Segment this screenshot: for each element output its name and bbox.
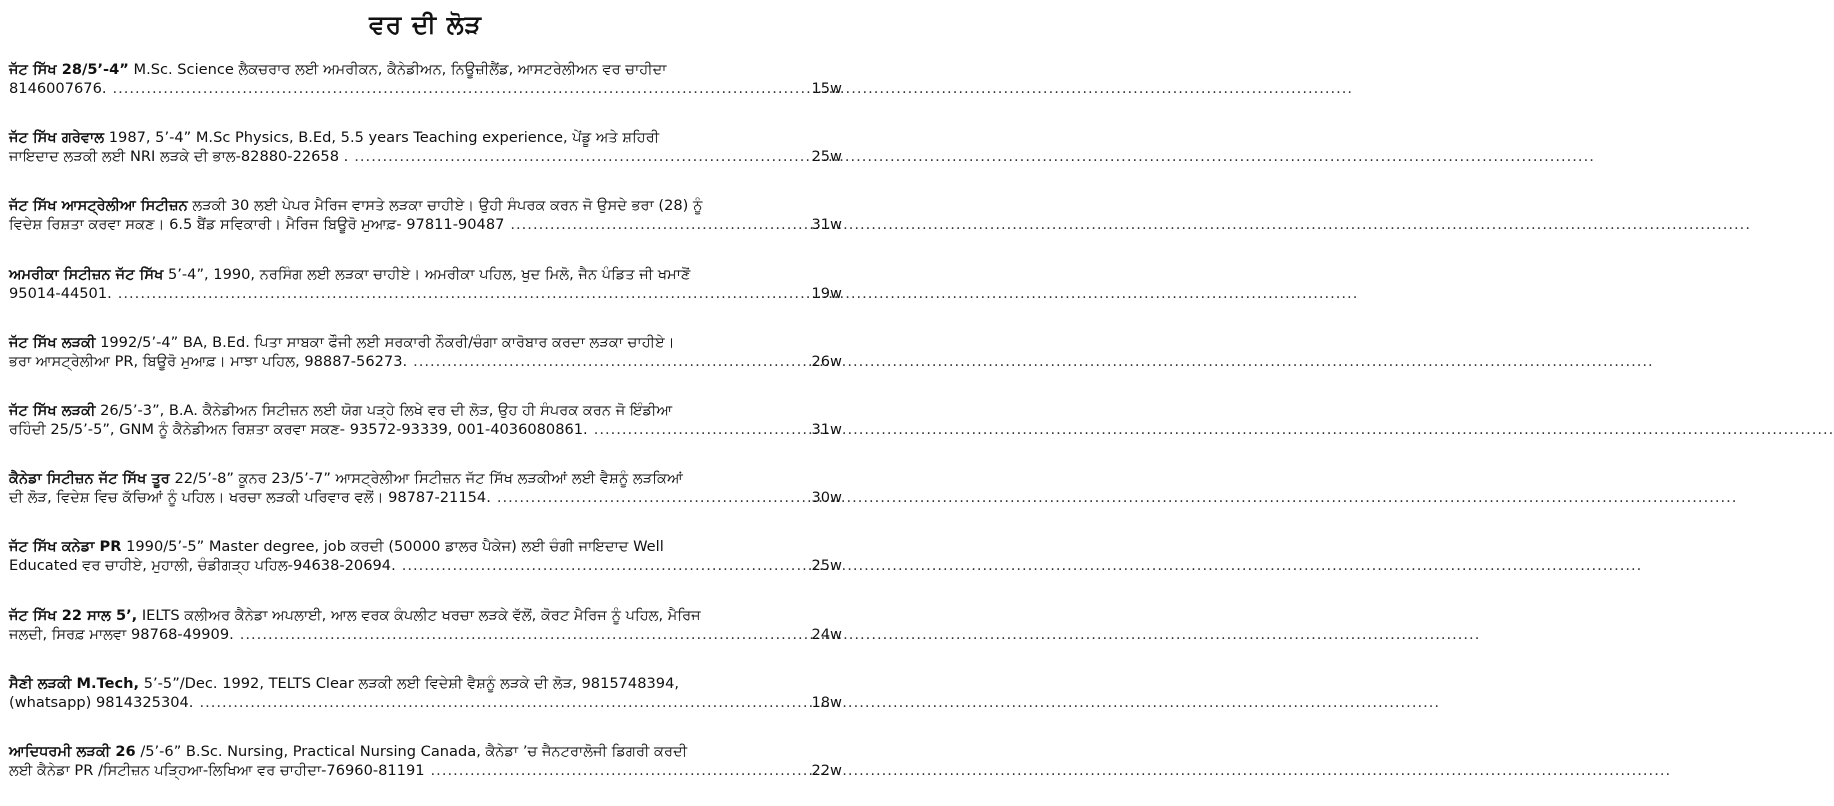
ad-text: IELTS ਕਲੀਅਰ ਕੈਨੇਡਾ ਅਪਲਾਈ, ਆਲ ਵਰਕ ਕੰਪਲੀਟ ਖਰਚਾ ਲੜਕੇ ਵੱਲੋਂ, ਕੋਰਟ ਮੈਰਿਜ ਨੂੰ ਪਹਿਲ, ਮੈਰਿਜ — [137, 606, 701, 624]
classified-ad — [9, 596, 842, 664]
ad-heading: ਕੈਨੇਡਾ ਸਿਟੀਜ਼ਨ ਜੱਟ ਸਿੱਖ ਤੂਰ — [9, 470, 170, 488]
leader-dots — [491, 488, 811, 507]
classifieds-page — [0, 0, 850, 806]
ad-code: 31w — [811, 216, 842, 234]
leader-dots — [234, 625, 811, 644]
classified-ad — [9, 255, 842, 323]
ad-code: 25w — [811, 557, 842, 575]
ad-text: 5’-4”, 1990, ਨਰਸਿੰਗ ਲਈ ਲੜਕਾ ਚਾਹੀਏ। ਅਮਰੀਕਾ ਪਹਿਲ, ਖੁਦ ਮਿਲੋ, ਜੈਨ ਪੰਡਿਤ ਜੀ ਖਮਾਣੋਂ — [163, 265, 691, 283]
ad-code: 31w — [811, 420, 842, 438]
ad-contact-text: (whatsapp) 9814325304. — [9, 693, 194, 711]
ad-contact-text: ਵਿਦੇਸ਼ ਰਿਸ਼ਤਾ ਕਰਵਾ ਸਕਣ। 6.5 ਬੈਂਡ ਸਵਿਕਾਰੀ। ਮੈਰਿਜ ਬਿਊਰੋ ਮੁਆਫ਼- 97811-90487 — [9, 216, 505, 234]
ad-code: 24w — [811, 625, 842, 643]
ad-contact-text: ਲਈ ਕੈਨੇਡਾ PR /ਸਿਟੀਜ਼ਨ ਪੜ੍ਹਿਆ-ਲਿਖਿਆ ਵਰ ਚਾਹੀਦਾ-76960-81191 — [9, 761, 425, 779]
classified-ad — [9, 50, 842, 118]
leader-dots — [112, 284, 811, 303]
ad-second-line — [9, 761, 842, 780]
ad-code: 26w — [811, 352, 842, 370]
ad-first-line — [9, 401, 842, 420]
ad-text: 5’-5”/Dec. 1992, TELTS Clear ਲੜਕੀ ਲਈ ਵਿਦੇਸ਼ੀ ਵੈਸ਼ਨੂੰ ਲੜਕੇ ਦੀ ਲੋੜ, 9815748394, — [139, 674, 679, 692]
ad-contact-text: Educated ਵਰ ਚਾਹੀਏ, ਮੁਹਾਲੀ, ਚੰਡੀਗੜ੍ਹ ਪਹਿਲ-94638-20694. — [9, 557, 396, 575]
ad-text: 1987, 5’-4” M.Sc Physics, B.Ed, 5.5 years Teaching experience, ਪੇਂਡੂ ਅਤੇ ਸ਼ਹਿਰੀ — [104, 129, 660, 147]
ad-first-line — [9, 128, 842, 147]
ad-code: 19w — [811, 284, 842, 302]
ad-text: /5’-6” B.Sc. Nursing, Practical Nursing Canada, ਕੈਨੇਡਾ ’ਚ ਜੈਨਟਰਾਲੋਜੀ ਡਿਗਰੀ ਕਰਦੀ — [135, 742, 688, 760]
ad-first-line — [9, 60, 842, 79]
ad-text: 1990/5’-5” Master degree, job ਕਰਦੀ (50000 ਡਾਲਰ ਪੈਕੇਜ) ਲਈ ਚੰਗੀ ਜਾਇਦਾਦ Well — [121, 538, 664, 556]
classified-ad — [9, 118, 842, 186]
leader-dots — [504, 215, 810, 234]
leader-dots — [348, 147, 810, 166]
ad-code: 25w — [811, 148, 842, 166]
ad-heading: ਆਦਿਧਰਮੀ ਲੜਕੀ 26 — [9, 742, 136, 760]
ad-text: ਲੜਕੀ 30 ਲਈ ਪੇਪਰ ਮੈਰਿਜ ਵਾਸਤੇ ਲੜਕਾ ਚਾਹੀਏ। ਉਹੀ ਸੰਪਰਕ ਕਰਨ ਜੋ ਉਸਦੇ ਭਰਾ (28) ਨੂੰ — [187, 197, 703, 215]
ad-first-line — [9, 469, 842, 488]
leader-dots — [107, 79, 811, 98]
classified-ad — [9, 664, 842, 732]
ad-heading: ਜੱਟ ਸਿੱਖ ਲੜਕੀ — [9, 333, 96, 351]
leader-dots — [193, 693, 810, 712]
classified-ad — [9, 186, 842, 254]
ad-heading: ਜੱਟ ਸਿੱਖ 28/5’-4” — [9, 61, 129, 78]
classified-ad — [9, 391, 842, 459]
ad-first-line — [9, 333, 842, 352]
classified-ad — [9, 732, 842, 800]
ad-heading: ਜੱਟ ਸਿੱਖ 22 ਸਾਲ 5’, — [9, 606, 138, 624]
ad-heading: ਅਮਰੀਕਾ ਸਿਟੀਜ਼ਨ ਜੱਟ ਸਿੱਖ — [9, 265, 164, 283]
ad-first-line — [9, 537, 842, 556]
ad-second-line — [9, 352, 842, 371]
ad-second-line — [9, 625, 842, 644]
ad-contact-text: ਜਲਦੀ, ਸਿਰਫ਼ ਮਾਲਵਾ 98768-49909. — [9, 625, 234, 643]
ad-text: M.Sc. Science ਲੈਕਚਰਾਰ ਲਈ ਅਮਰੀਕਨ, ਕੈਨੇਡੀਅਨ, ਨਿਊਜ਼ੀਲੈਂਡ, ਆਸਟਰੇਲੀਅਨ ਵਰ ਚਾਹੀਦਾ — [128, 61, 667, 78]
ad-heading: ਸੈਣੀ ਲੜਕੀ M.Tech, — [9, 674, 140, 692]
ad-first-line — [9, 265, 842, 284]
ad-second-line — [9, 693, 842, 712]
leader-dots — [425, 761, 811, 780]
ad-second-line — [9, 284, 842, 303]
ad-text: 22/5’-8” ਕੂਨਰ 23/5’-7” ਆਸਟ੍ਰੇਲੀਆ ਸਿਟੀਜ਼ਨ ਜੱਟ ਸਿੱਖ ਲੜਕੀਆਂ ਲਈ ਵੈਸ਼ਨੂੰ ਲੜਕਿਆਂ — [169, 470, 683, 488]
ad-second-line — [9, 147, 842, 166]
ad-heading: ਜੱਟ ਸਿੱਖ ਆਸਟ੍ਰੇਲੀਆ ਸਿਟੀਜ਼ਨ — [9, 197, 188, 215]
ad-text: 26/5’-3”, B.A. ਕੈਨੇਡੀਅਨ ਸਿਟੀਜ਼ਨ ਲਈ ਯੋਗ ਪੜ੍ਹੇ ਲਿਖੇ ਵਰ ਦੀ ਲੋੜ, ਉਹ ਹੀ ਸੰਪਰਕ ਕਰਨ ਜੋ ਇੰਡੀਆ — [95, 401, 673, 419]
ad-second-line — [9, 420, 842, 439]
ad-first-line — [9, 196, 842, 215]
ad-contact-text: ਦੀ ਲੋੜ, ਵਿਦੇਸ਼ ਵਿਚ ਕੱਚਿਆਂ ਨੂੰ ਪਹਿਲ। ਖਰਚਾ ਲੜਕੀ ਪਰਿਵਾਰ ਵਲੋਂ। 98787-21154. — [9, 489, 491, 507]
ad-heading: ਜੱਟ ਸਿੱਖ ਗਰੇਵਾਲ — [9, 129, 105, 147]
ad-heading: ਜੱਟ ਸਿੱਖ ਲੜਕੀ — [9, 401, 96, 419]
ad-first-line — [9, 606, 842, 625]
classified-ad — [9, 323, 842, 391]
ad-code: 22w — [811, 761, 842, 779]
ad-second-line — [9, 488, 842, 507]
ad-contact-text: ਭਰਾ ਆਸਟ੍ਰੇਲੀਆ PR, ਬਿਊਰੋ ਮੁਆਫ਼। ਮਾਝਾ ਪਹਿਲ, 98887-56273. — [9, 352, 408, 370]
ad-second-line — [9, 556, 842, 575]
ad-second-line — [9, 79, 842, 98]
classified-ad — [9, 459, 842, 527]
ad-contact-text: 95014-44501. — [9, 284, 112, 302]
classified-ad — [9, 527, 842, 595]
ad-heading: ਜੱਟ ਸਿੱਖ ਕਨੇਡਾ PR — [9, 538, 122, 556]
leader-dots — [407, 352, 810, 371]
ad-first-line — [9, 742, 842, 761]
ad-code: 18w — [811, 693, 842, 711]
ads-list — [9, 50, 842, 800]
ad-second-line — [9, 215, 842, 234]
ad-contact-text: ਜਾਇਦਾਦ ਲੜਕੀ ਲਈ NRI ਲੜਕੇ ਦੀ ਭਾਲ-82880-22658 . — [9, 148, 349, 166]
ad-first-line — [9, 674, 842, 693]
ad-contact-text: ਰਹਿੰਦੀ 25/5’-5”, GNM ਨੂੰ ਕੈਨੇਡੀਅਨ ਰਿਸ਼ਤਾ ਕਰਵਾ ਸਕਣ- 93572-93339, 001-4036080861. — [9, 420, 588, 438]
ad-contact-text: 8146007676. — [9, 80, 107, 97]
leader-dots — [588, 420, 811, 439]
ad-code: 15w — [811, 80, 842, 97]
page-title: ਵਰ ਦੀ ਲੋੜ — [369, 10, 482, 39]
ad-code: 30w — [811, 489, 842, 507]
ad-text: 1992/5’-4” BA, B.Ed. ਪਿਤਾ ਸਾਬਕਾ ਫੌਜੀ ਲਈ ਸਰਕਾਰੀ ਨੌਕਰੀ/ਚੰਗਾ ਕਾਰੋਬਾਰ ਕਰਦਾ ਲੜਕਾ ਚਾਹੀਏ। — [95, 333, 675, 351]
leader-dots — [396, 556, 811, 575]
